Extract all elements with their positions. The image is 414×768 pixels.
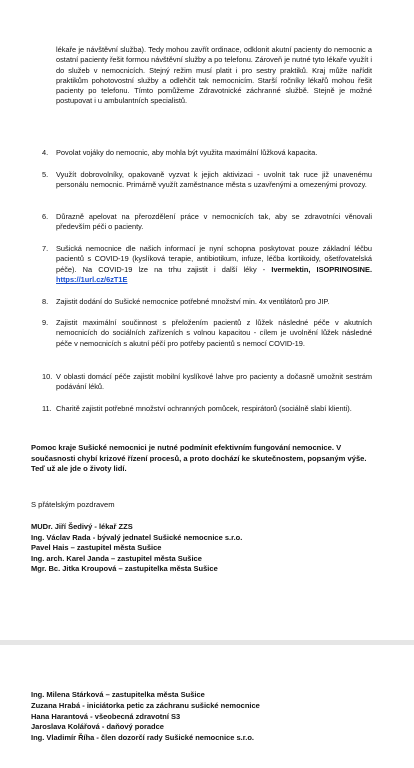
item-number: 7. <box>42 244 49 253</box>
list-item-6 <box>42 212 372 233</box>
item-text-wrap <box>56 244 372 286</box>
signer: Ing. arch. Karel Janda – zastupitel města Sušice <box>31 553 202 563</box>
closing-paragraph: Pomoc kraje Sušické nemocnici je nutné podmínit efektivním fungování nemocnice. V současnosti chybí krizové řízení procesů, a proto dochází ke skutečnostem, popsaným výše. Teď už ale jde o životy lidí. <box>31 443 367 474</box>
item-text: Charitě zajistit potřebné množství ochranných pomůcek, respirátorů (sociálně slabí klienti). <box>56 404 352 413</box>
item-text: Povolat vojáky do nemocnic, aby mohla být využita maximální lůžková kapacita. <box>56 148 318 157</box>
signer: Mgr. Bc. Jitka Kroupová – zastupitelka města Sušice <box>31 564 218 574</box>
signer: Zuzana Hrabá - iniciátorka petic za záchranu sušické nemocnice <box>31 700 260 710</box>
signer: Pavel Hais – zastupitel města Sušice <box>31 543 162 553</box>
item-number: 8. <box>42 297 49 306</box>
list-item-11 <box>42 404 372 414</box>
intro-paragraph: lékaře je návštěvní služba). Tedy mohou zavřít ordinace, odklonit akutní pacienty do nemocnic a ostatní pacienty řešit formou návštěvní služby a po telefonu. Zároveň je nutné tyto lékaře využít i do služeb v nemocnicích. Stejný režim musí platit i pro sestry praktiků. Kraj může nařídit praktikům pohotovostní služby a odlehčit tak nemocnicím. Starší ročníky lékařů mohou řešit pacienty po telefonu. Tímto pomůžeme Zdravotnické záchranné službě. Stejně je možné postupovat i u ambulantních specialistů. <box>56 45 372 106</box>
signer: Ing. Václav Rada - bývalý jednatel Sušické nemocnice s.r.o. <box>31 532 243 542</box>
list-item-4 <box>42 148 372 158</box>
item-number: 4. <box>42 148 49 157</box>
item-text: Sušická nemocnice dle našich informací je nyní schopna poskytovat pouze základní léčbu pacientů s COVID-19 (kyslíková terapie, antibiotikum, infuze, léčba kortikoidy, ošetřovatelská péče). Na COVID-19 lze na trhu zajistit i další léky - <box>56 244 372 274</box>
item-number: 10. <box>42 372 53 381</box>
list-item-7 <box>42 244 372 286</box>
item-number: 9. <box>42 318 49 327</box>
signer: Jaroslava Kolářová - daňový poradce <box>31 722 164 732</box>
signer: Hana Harantová - všeobecná zdravotní S3 <box>31 711 181 721</box>
item-number: 11. <box>42 404 52 413</box>
list-item-9 <box>42 318 372 349</box>
signers-list-top <box>31 522 242 575</box>
list-item-10 <box>42 372 372 393</box>
signer: Ing. Vladimír Říha - člen dozorčí rady Sušické nemocnice s.r.o. <box>31 733 254 743</box>
item-text: Využít dobrovolníky, opakovaně vyzvat k jejich aktivizaci - uvolnit tak ruce již unavenému personálu nemocnic. Primárně využít zaměstnance města s uzavřenými a omezenými provozy. <box>56 170 372 190</box>
item-text: Zajistit dodání do Sušické nemocnice potřebné množství min. 4x ventilátorů pro JIP. <box>56 297 330 306</box>
signers-list-bottom <box>31 690 260 744</box>
item-text: V oblasti domácí péče zajistit mobilní kyslíkové lahve pro pacienty a dočasně umožnit sestrám podávání léků. <box>56 372 372 392</box>
item-link[interactable]: https://1url.cz/6zT1E <box>56 275 128 285</box>
item-number: 5. <box>42 170 49 179</box>
signer: Ing. Milena Stárková – zastupitelka města Sušice <box>31 690 205 699</box>
item-number: 6. <box>42 212 49 221</box>
page-divider <box>0 640 414 645</box>
signer: MUDr. Jiří Šedivý - lékař ZZS <box>31 522 133 531</box>
item-drug-names: Ivermektin, ISOPRINOSINE. <box>271 264 372 274</box>
greeting: S přátelským pozdravem <box>31 500 115 509</box>
item-text: Důrazně apelovat na přerozdělení práce v nemocnicích tak, aby se zdravotníci věnovali především péči o pacienty. <box>56 212 372 232</box>
list-item-8 <box>42 297 372 307</box>
list-item-5 <box>42 170 372 191</box>
item-text: Zajistit maximální součinnost s přeložením pacientů z lůžek následné péče v akutních nemocnicích do sociálních zařízeních s volnou kapacitou - cílem je uvolnění lůžek následné péče v nemocnicích s akutní péčí pro potřeby pacientů s nemocí COVID-19. <box>56 318 372 348</box>
